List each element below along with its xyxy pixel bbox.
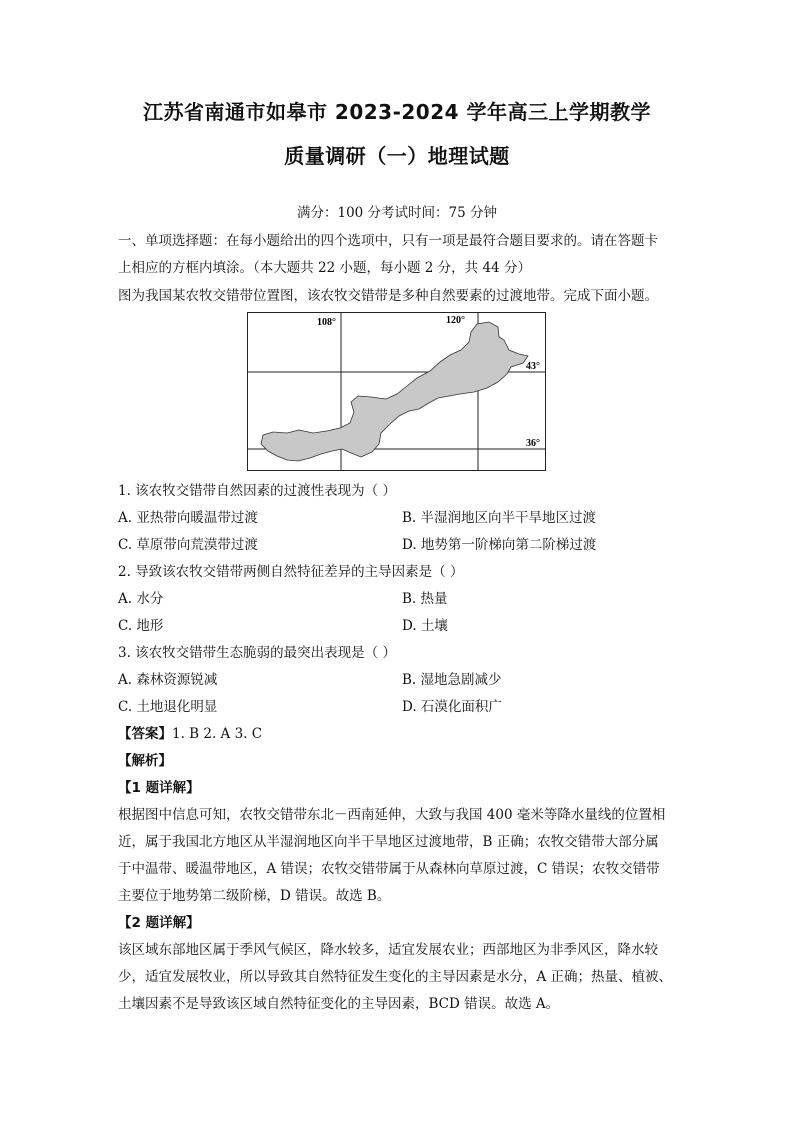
question-2-stem: 2. 导致该农牧交错带两侧自然特征差异的主导因素是（ ） xyxy=(118,564,464,580)
detail-1-label: 【1 题详解】 xyxy=(118,780,200,796)
label-lat-36: 36° xyxy=(526,438,540,449)
question-1-option-d: D. 地势第一阶梯向第二阶梯过渡 xyxy=(402,537,597,553)
question-3-option-d: D. 石漠化面积广 xyxy=(402,699,502,715)
ecotone-location-map xyxy=(247,312,546,471)
question-2-option-b: B. 热量 xyxy=(402,591,448,607)
label-lat-43: 43° xyxy=(526,361,540,372)
detail-2-line-1: 该区域东部地区属于季风气候区，降水较多，适宜发展农业；西部地区为非季风区，降水较 xyxy=(118,942,658,958)
title-line-1: 江苏省南通市如皋市 2023-2024 学年高三上学期教学 xyxy=(142,100,652,124)
answer-text: 1. B 2. A 3. C xyxy=(172,726,263,742)
detail-1-line-1: 根据图中信息可知，农牧交错带东北－西南延伸，大致与我国 400 毫米等降水量线的位置相 xyxy=(118,807,666,823)
question-2-option-c: C. 地形 xyxy=(118,618,164,634)
label-lon-108: 108° xyxy=(317,317,336,328)
detail-1-line-2: 近，属于我国北方地区从半湿润地区向半干旱地区过渡地带，B 正确；农牧交错带大部分属 xyxy=(118,834,659,850)
question-3-option-b: B. 湿地急剧减少 xyxy=(402,672,502,688)
section-heading-2: 上相应的方框内填涂。（本大题共 22 小题，每小题 2 分，共 44 分） xyxy=(118,260,531,276)
detail-2-line-3: 土壤因素不是导致该区域自然特征变化的主导因素，BCD 错误。故选 A。 xyxy=(118,996,560,1012)
question-1-stem: 1. 该农牧交错带自然因素的过渡性表现为（ ） xyxy=(118,483,396,499)
detail-2-label: 【2 题详解】 xyxy=(118,915,200,931)
section-heading-1: 一、单项选择题：在每小题给出的四个选项中，只有一项是最符合题目要求的。请在答题卡 xyxy=(118,233,658,249)
question-3-stem: 3. 该农牧交错带生态脆弱的最突出表现是（ ） xyxy=(118,645,396,661)
question-3-option-a: A. 森林资源锐减 xyxy=(118,672,218,688)
label-lon-120: 120° xyxy=(446,315,465,326)
title-line-2: 质量调研（一）地理试题 xyxy=(284,144,510,168)
detail-2-line-2: 少，适宜发展牧业，所以导致其自然特征发生变化的主导因素是水分，A 正确；热量、植被、 xyxy=(118,969,673,985)
question-2-option-d: D. 土壤 xyxy=(402,618,448,634)
exam-info: 满分：100 分考试时间：75 分钟 xyxy=(296,205,498,221)
question-intro: 图为我国某农牧交错带位置图，该农牧交错带是多种自然要素的过渡地带。完成下面小题。 xyxy=(118,288,658,304)
answer-label: 【答案】 xyxy=(118,726,172,742)
answer-line xyxy=(118,724,678,744)
detail-1-line-4: 主要位于地势第二级阶梯，D 错误。故选 B。 xyxy=(118,888,391,904)
question-1-option-a: A. 亚热带向暖温带过渡 xyxy=(118,510,258,526)
detail-1-line-3: 于中温带、暖温带地区，A 错误；农牧交错带属于从森林向草原过渡，C 错误；农牧交错带 xyxy=(118,861,660,877)
question-1-option-c: C. 草原带向荒漠带过渡 xyxy=(118,537,258,553)
question-1-option-b: B. 半湿润地区向半干旱地区过渡 xyxy=(402,510,597,526)
question-2-option-a: A. 水分 xyxy=(118,591,164,607)
analysis-label: 【解析】 xyxy=(118,753,172,769)
question-3-option-c: C. 土地退化明显 xyxy=(118,699,218,715)
